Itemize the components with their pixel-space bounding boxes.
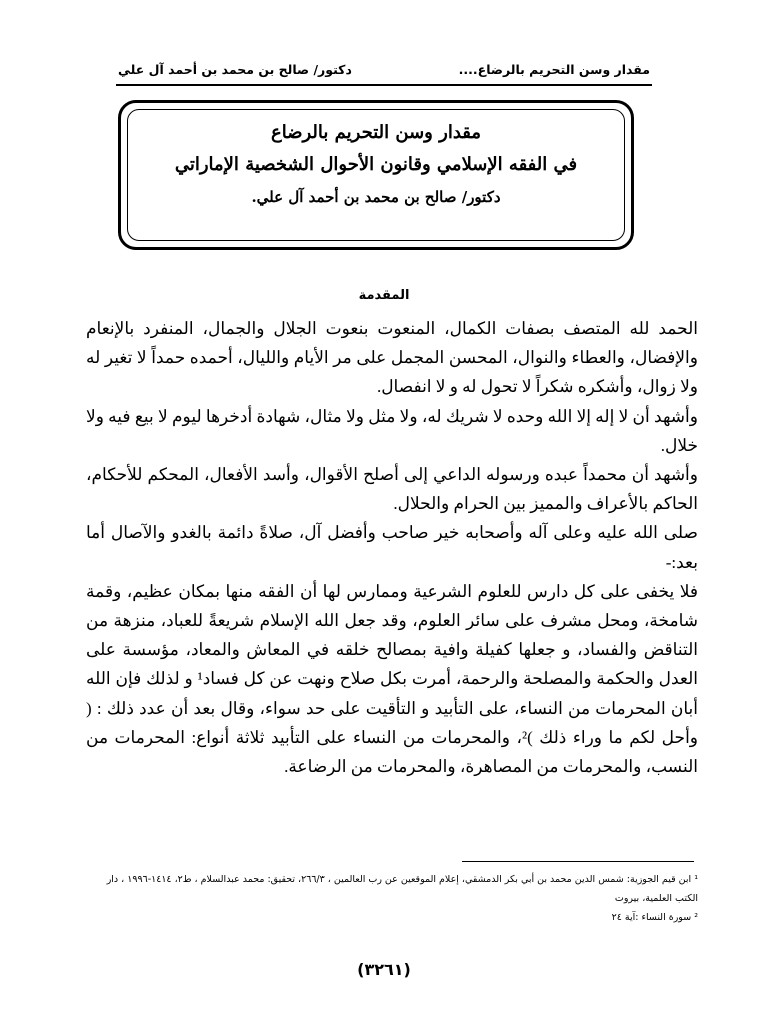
section-heading: المقدمة [358, 288, 410, 303]
footnote-1: ¹ ابن قيم الجوزية: شمس الدين محمد بن أبي بكر الدمشقي، إعلام الموقعين عن رب العالمين ، ٢٦٦/٣، تحقيق: محمد عبدالسلام ، ط٢، ١٤١٤-١٩٩٦ ، دار الكتب العلمية، بيروت [106, 874, 698, 904]
header-short-title: مقدار وسن التحريم بالرضاع.... [458, 62, 650, 77]
header-rule [116, 84, 652, 86]
header-author: دكتور/ صالح بن محمد بن أحمد آل علي [118, 62, 352, 77]
footnote-rule [462, 861, 694, 862]
page-number: (٣٢٦١) [357, 960, 411, 979]
paragraph: وأشهد أن لا إله إلا الله وحده لا شريك له، ولا مثل ولا مثال، شهادة أدخرها ليوم لا بيع فيه ولا خلال. [86, 406, 698, 455]
footnote-2: ² سورة النساء :آية ٢٤ [611, 912, 698, 923]
footnotes [86, 870, 698, 927]
body-text [86, 314, 698, 781]
paragraph: الحمد لله المتصف بصفات الكمال، المنعوت بنعوت الجلال والجمال، المنفرد بالإنعام والإفضال، والعطاء والنوال، المحسن المجمل على مر الأيام والليال، أحمده حمداً لا تغير له ولا زوال، وأشكره شكراً لا تحول له و لا انفصال. [86, 319, 698, 397]
title-line-2: في الفقه الإسلامي وقانون الأحوال الشخصية الإماراتي [174, 154, 578, 175]
paragraph: فلا يخفى على كل دارس للعلوم الشرعية وممارس لها أن الفقه منها بمكان عظيم، وقمة شامخة، ومحل مشرف على سائر العلوم، وقد جعل الله الإسلام شريعةً للعباد، منزهة من التناقض والفساد، و جعلها كفيلة وافية بمصالح خلقه في المعاش والمعاد، مؤسسة على العدل والحكمة والمصلحة والرحمة، أمرت بكل صلاح ونهت عن كل فساد¹ و لذلك فإن الله أبان المحرمات من النساء، على التأبيد و التأقيت على حد سواء، وقال بعد أن عدد ذلك : ( وأحل لكم ما وراء ذلك )²، والمحرمات من النساء على التأبيد ثلاثة أنواع: المحرمات من النسب، والمحرمات من المصاهرة، والمحرمات من الرضاعة. [86, 581, 698, 777]
running-header [118, 58, 650, 82]
paragraph: صلى الله عليه وعلى آله وأصحابه خير صاحب وأفضل آل، صلاةً دائمة بالغدو والآصال أما بعد:- [86, 523, 698, 572]
title-box-inner-frame [127, 109, 625, 241]
title-line-1: مقدار وسن التحريم بالرضاع [270, 122, 482, 143]
paragraph: وأشهد أن محمداً عبده ورسوله الداعي إلى أصلح الأقوال، وأسد الأفعال، المحكم للأحكام، الحاكم بالأعراف والمميز بين الحرام والحلال. [86, 465, 698, 514]
title-author-line: دكتور/ صالح بن محمد بن أحمد آل علي. [251, 188, 501, 206]
title-box [118, 100, 634, 250]
